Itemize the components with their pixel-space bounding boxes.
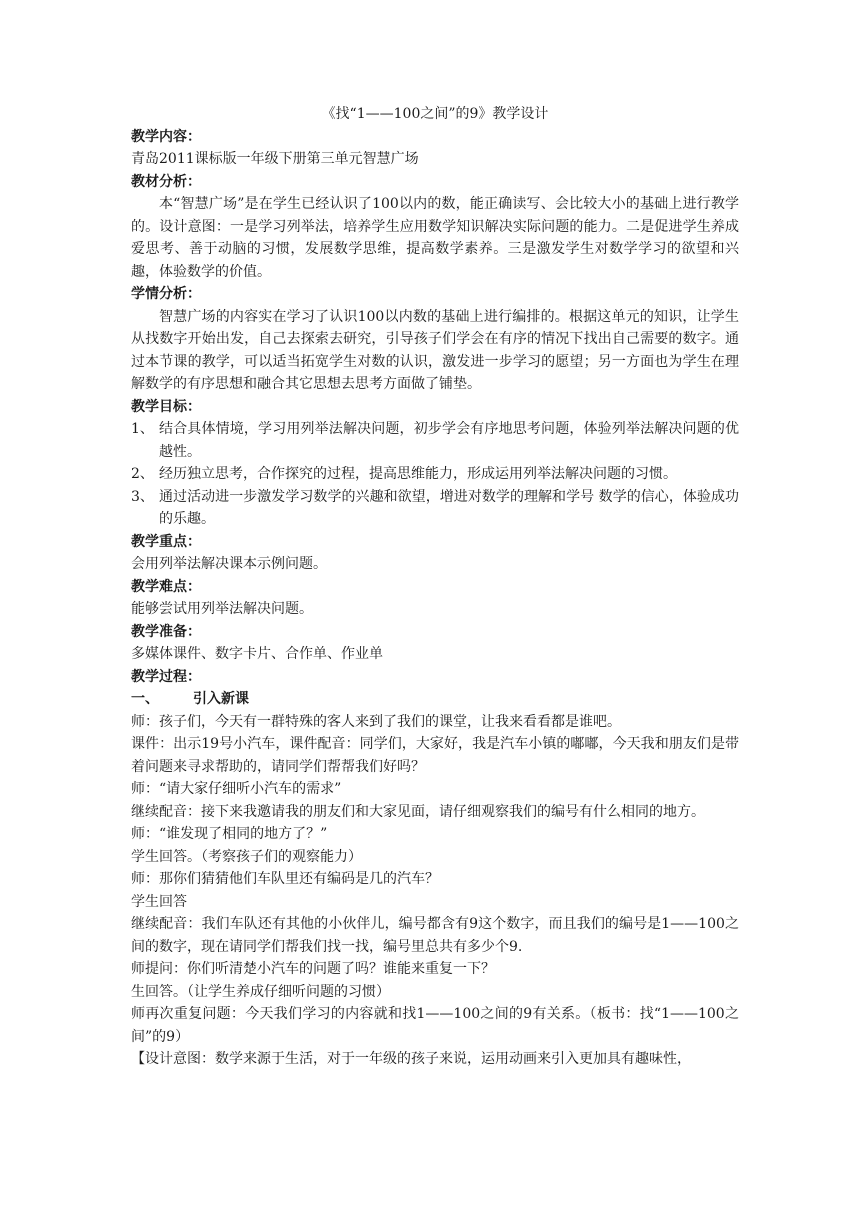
student-heading: 学情分析： — [131, 286, 201, 302]
process-heading: 教学过程： — [131, 668, 201, 685]
process-line: 学生回答。（考察孩子们的观察能力） — [131, 848, 362, 865]
section-title: 引入新课 — [193, 691, 249, 707]
process-line: 师再次重复问题：今天我们学习的内容就和找1——100之间的9有关系。（板书：找“1——100之间”的9） — [131, 1006, 739, 1045]
process-line: 学生回答 — [131, 893, 187, 910]
goal-number: 2、 — [131, 466, 154, 482]
goal-number: 1、 — [131, 421, 154, 437]
process-line: 继续配音：接下来我邀请我的朋友们和大家见面，请仔细观察我们的编号有什么相同的地方。 — [131, 803, 705, 820]
material-text: 本“智慧广场”是在学生已经认识了100以内的数，能正确读写、会比较大小的基础上进行教学的。设计意图：一是学习列举法，培养学生应用数学知识解决实际问题的能力。二是促进学生养成爱思考、善于动脑的习惯，发展数学思维，提高数学素养。三是激发学生对数学学习的欲望和兴趣，体验数学的价值。 — [131, 196, 739, 280]
goals-heading: 教学目标： — [131, 398, 201, 415]
process-line: 师：“谁发现了相同的地方了？” — [131, 826, 328, 842]
process-line: 师提问：你们听清楚小汽车的问题了吗？谁能来重复一下？ — [131, 961, 495, 977]
section-heading — [131, 688, 739, 711]
goal-item — [131, 463, 739, 486]
prep-text: 多媒体课件、数字卡片、合作单、作业单 — [131, 646, 383, 662]
process-line: 师：“请大家仔细听小汽车的需求” — [131, 781, 342, 797]
student-text: 智慧广场的内容实在学习了认识100以内数的基础上进行编排的。根据这单元的知识，让学生从找数字开始出发，自己去探索去研究，引导孩子们学会在有序的情况下找出自己需要的数字。通过本节课的教学，可以适当拓宽学生对数的认识，激发进一步学习的愿望；另一方面也为学生在理解数学的有序思想和融合其它思想去思考方面做了铺垫。 — [131, 308, 739, 392]
process-line: 师：孩子们，今天有一群特殊的客人来到了我们的课堂，让我来看看都是谁吧。 — [131, 713, 621, 730]
key-heading: 教学重点： — [131, 533, 201, 550]
prep-heading: 教学准备： — [131, 623, 201, 640]
process-line: 师：那你们猜猜他们车队里还有编码是几的汽车？ — [131, 871, 439, 887]
process-line: 课件：出示19号小汽车，课件配音：同学们，大家好，我是汽车小镇的嘟嘟，今天我和朋友们是带着问题来寻求帮助的，请同学们帮帮我们好吗？ — [131, 736, 739, 775]
document-body — [131, 103, 739, 1071]
goal-number: 3、 — [131, 488, 154, 505]
difficulty-heading: 教学难点： — [131, 578, 201, 595]
section-number: 一、 — [131, 691, 159, 707]
goal-text: 通过活动进一步激发学习数学的兴趣和欲望，增进对数学的理解和学号 数学的信心，体验成功的乐趣。 — [159, 488, 739, 527]
key-text: 会用列举法解决课本示例问题。 — [131, 556, 327, 572]
difficulty-text: 能够尝试用列举法解决问题。 — [131, 601, 313, 617]
process-line: 生回答。（让学生养成仔细听问题的习惯） — [131, 983, 390, 1000]
material-heading: 教材分析： — [131, 173, 201, 190]
process-line: 【设计意图：数学来源于生活，对于一年级的孩子来说，运用动画来引入更加具有趣味性， — [131, 1051, 691, 1067]
goal-item — [131, 418, 739, 463]
content-text: 青岛2011课标版一年级下册第三单元智慧广场 — [131, 151, 419, 167]
content-heading: 教学内容： — [131, 128, 201, 145]
goal-text: 经历独立思考，合作探究的过程，提高思维能力，形成运用列举法解决问题的习惯。 — [159, 466, 677, 482]
page-title: 《找“1——100之间”的9》教学设计 — [321, 106, 549, 122]
goal-text: 结合具体情境，学习用列举法解决问题，初步学会有序地思考问题，体验列举法解决问题的优越性。 — [159, 421, 739, 460]
process-line: 继续配音：我们车队还有其他的小伙伴儿，编号都含有9这个数字，而且我们的编号是1——100之间的数字，现在请同学们帮我们找一找，编号里总共有多少个9. — [131, 916, 739, 955]
goal-item — [131, 486, 739, 531]
